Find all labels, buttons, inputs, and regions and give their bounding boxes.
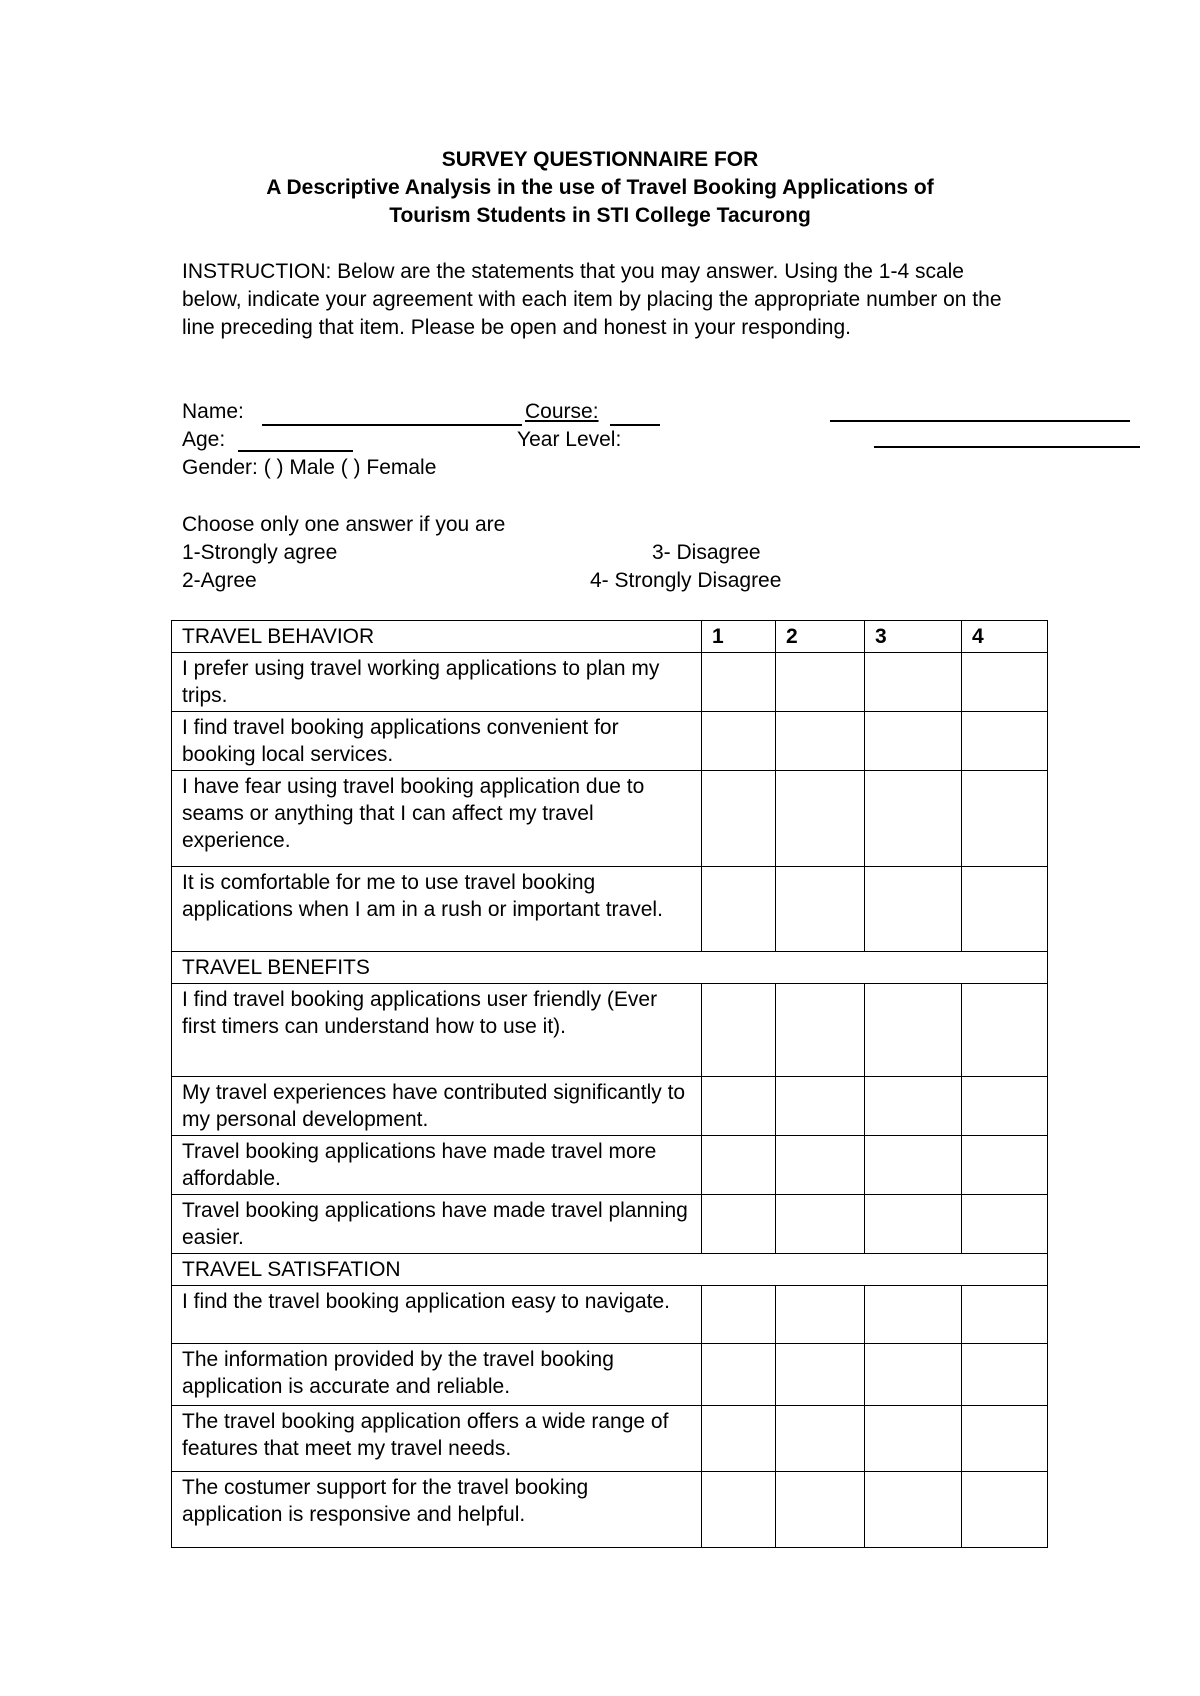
table-row — [172, 867, 1048, 952]
statement-cell: Travel booking applications have made travel more affordable. — [172, 1136, 702, 1195]
rating-cell-4[interactable] — [962, 771, 1048, 867]
rating-cell-2[interactable] — [776, 712, 865, 771]
rating-cell-4[interactable] — [962, 1136, 1048, 1195]
scale-intro: Choose only one answer if you are — [182, 513, 506, 536]
scale-column-header: 2 — [776, 621, 865, 653]
rating-cell-2[interactable] — [776, 1077, 865, 1136]
age-field[interactable] — [238, 450, 353, 452]
rating-cell-1[interactable] — [702, 1195, 776, 1254]
rating-cell-3[interactable] — [865, 712, 962, 771]
rating-cell-3[interactable] — [865, 1472, 962, 1548]
rating-cell-1[interactable] — [702, 653, 776, 712]
year-level-label: Year Level: — [517, 428, 622, 451]
rating-cell-2[interactable] — [776, 867, 865, 952]
statement-cell: I find travel booking applications convenient for booking local services. — [172, 712, 702, 771]
rating-cell-1[interactable] — [702, 1077, 776, 1136]
table-row — [172, 1406, 1048, 1472]
rating-cell-3[interactable] — [865, 1195, 962, 1254]
section-title: TRAVEL BEHAVIOR — [172, 621, 702, 653]
section-header-row — [172, 621, 1048, 653]
rating-cell-1[interactable] — [702, 984, 776, 1077]
rating-cell-1[interactable] — [702, 771, 776, 867]
table-row — [172, 1286, 1048, 1344]
rating-cell-4[interactable] — [962, 1344, 1048, 1406]
statement-cell: The information provided by the travel booking application is accurate and reliable. — [172, 1344, 702, 1406]
section-title: TRAVEL SATISFATION — [172, 1254, 1048, 1286]
document-title — [0, 146, 1200, 230]
statement-cell: Travel booking applications have made travel planning easier. — [172, 1195, 702, 1254]
year-level-field[interactable] — [874, 446, 1140, 448]
scale-column-header: 3 — [865, 621, 962, 653]
section-header-row — [172, 952, 1048, 984]
table-row — [172, 712, 1048, 771]
rating-cell-3[interactable] — [865, 771, 962, 867]
rating-cell-3[interactable] — [865, 1286, 962, 1344]
title-line-1: SURVEY QUESTIONNAIRE FOR — [441, 148, 759, 171]
statement-cell: I find travel booking applications user friendly (Ever first timers can understand how to use it). — [172, 984, 702, 1077]
rating-cell-4[interactable] — [962, 1286, 1048, 1344]
rating-cell-4[interactable] — [962, 1472, 1048, 1548]
rating-cell-2[interactable] — [776, 1286, 865, 1344]
rating-cell-2[interactable] — [776, 984, 865, 1077]
course-label: Course: — [525, 400, 599, 423]
table-row — [172, 1077, 1048, 1136]
rating-cell-1[interactable] — [702, 867, 776, 952]
title-line-3: Tourism Students in STI College Tacurong — [389, 204, 811, 227]
statement-cell: I have fear using travel booking application due to seams or anything that I can affect my travel experience. — [172, 771, 702, 867]
rating-cell-3[interactable] — [865, 1406, 962, 1472]
rating-cell-1[interactable] — [702, 1472, 776, 1548]
statement-cell: It is comfortable for me to use travel booking applications when I am in a rush or important travel. — [172, 867, 702, 952]
scale-column-header: 4 — [962, 621, 1048, 653]
rating-cell-3[interactable] — [865, 653, 962, 712]
gender-options[interactable]: Gender: ( ) Male ( ) Female — [182, 456, 437, 479]
rating-cell-2[interactable] — [776, 653, 865, 712]
section-title: TRAVEL BENEFITS — [172, 952, 1048, 984]
rating-cell-1[interactable] — [702, 712, 776, 771]
statement-cell: My travel experiences have contributed significantly to my personal development. — [172, 1077, 702, 1136]
rating-cell-3[interactable] — [865, 1136, 962, 1195]
age-label: Age: — [182, 428, 226, 451]
rating-cell-4[interactable] — [962, 867, 1048, 952]
survey-table — [171, 620, 1048, 1548]
table-row — [172, 1136, 1048, 1195]
name-field[interactable] — [262, 424, 522, 426]
name-label: Name: — [182, 400, 244, 423]
rating-cell-1[interactable] — [702, 1286, 776, 1344]
table-row — [172, 1472, 1048, 1548]
table-row — [172, 984, 1048, 1077]
scale-option-4: 4- Strongly Disagree — [590, 569, 782, 592]
rating-cell-4[interactable] — [962, 653, 1048, 712]
statement-cell: I prefer using travel working applications to plan my trips. — [172, 653, 702, 712]
rating-cell-1[interactable] — [702, 1136, 776, 1195]
table-row — [172, 1344, 1048, 1406]
rating-cell-1[interactable] — [702, 1344, 776, 1406]
scale-option-2: 2-Agree — [182, 569, 257, 592]
rating-cell-2[interactable] — [776, 1195, 865, 1254]
rating-cell-2[interactable] — [776, 1406, 865, 1472]
scale-option-3: 3- Disagree — [652, 541, 761, 564]
rating-cell-2[interactable] — [776, 1344, 865, 1406]
statement-cell: I find the travel booking application easy to navigate. — [172, 1286, 702, 1344]
rating-cell-4[interactable] — [962, 984, 1048, 1077]
table-row — [172, 653, 1048, 712]
rating-cell-1[interactable] — [702, 1406, 776, 1472]
rating-cell-3[interactable] — [865, 1077, 962, 1136]
table-row — [172, 771, 1048, 867]
course-field[interactable] — [830, 420, 1130, 422]
section-header-row — [172, 1254, 1048, 1286]
rating-cell-2[interactable] — [776, 771, 865, 867]
scale-column-header: 1 — [702, 621, 776, 653]
rating-cell-2[interactable] — [776, 1136, 865, 1195]
instruction-text: INSTRUCTION: Below are the statements that you may answer. Using the 1-4 scale below, indicate your agreement with each item by placing the appropriate number on the line preceding that item. Please be open and honest in your responding. — [182, 260, 1002, 339]
statement-cell: The travel booking application offers a wide range of features that meet my travel needs. — [172, 1406, 702, 1472]
scale-option-1: 1-Strongly agree — [182, 541, 338, 564]
rating-cell-3[interactable] — [865, 984, 962, 1077]
rating-cell-2[interactable] — [776, 1472, 865, 1548]
rating-cell-3[interactable] — [865, 867, 962, 952]
rating-cell-4[interactable] — [962, 1077, 1048, 1136]
rating-cell-4[interactable] — [962, 1406, 1048, 1472]
title-line-2: A Descriptive Analysis in the use of Travel Booking Applications of — [266, 176, 934, 199]
statement-cell: The costumer support for the travel booking application is responsive and helpful. — [172, 1472, 702, 1548]
rating-cell-4[interactable] — [962, 712, 1048, 771]
rating-cell-3[interactable] — [865, 1344, 962, 1406]
rating-cell-4[interactable] — [962, 1195, 1048, 1254]
table-row — [172, 1195, 1048, 1254]
